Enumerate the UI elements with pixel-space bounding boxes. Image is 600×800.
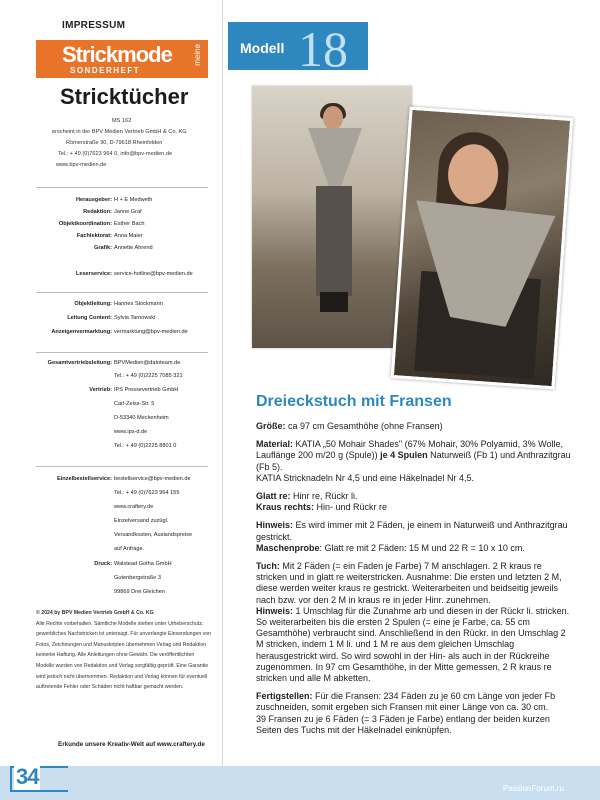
copyright-text: Alle Rechte vorbehalten. Sämtliche Modelle stehen unter Urheberschutz, gewerbliches Nachstricken ist untersagt. Für unverlangte Einsendungen von Fotos, Zeichnungen und Manuskripten übernehmen Verlag und Redaktion keinerlei Haftung. Alle Anleitungen ohne Gewähr. Die veröffentlichten Modelle wurden von Redaktion und Verlag sorgfältig geprüft. Eine Garantie wird jedoch nicht übernommen. Redaktion und Verlag können für eventuell auftretende Fehler oder Schäden nicht haftbar gemacht werden.: [36, 620, 212, 691]
tuch-paragraph: [256, 561, 574, 684]
material-label: Material:: [256, 439, 294, 450]
pattern-instructions: [256, 421, 574, 743]
page-number: 34: [16, 764, 39, 789]
pub-line: Römerstraße 90, D-79618 Rheinfelden: [66, 140, 163, 146]
hint2-text: 1 Umschlag für die Zunahme arb und diesen in der Rückr li. stricken. So weiterarbeiten bis die ersten 2 Spulen (= eine je Farbe, ca. 55 cm Gesamthöhe) verbraucht sind. Anschließend in den Rückr. in den Umschlag 2 M stricken, indem 1 M li. und 1 M re aus dem gleichen Umschlag herausgestrickt wird. So wird sowohl in der Hin- als auch in der Rückreihe zugenommen. In 97 cm Gesamthöhe, in der Mitte gemessen, 2 R kraus re stricken und alle M abketten.: [256, 605, 570, 684]
material-text: KATIA „50 Mohair Shades" (67% Mohair, 30% Polyamid, 3% Wolle, Lauflänge 200 m/20 g (Spule)): [256, 439, 564, 461]
pattern-title: Dreieckstuch mit Fransen: [256, 393, 452, 410]
pub-line: www.bpv-medien.de: [56, 162, 107, 168]
credit-key: Objektleitung:: [74, 301, 112, 307]
watermark: PassionForum.ru: [503, 784, 564, 793]
tuch-text: Mit 2 Fäden (= ein Faden je Farbe) 7 M anschlagen. 2 R kraus re stricken und in glatt re weiterstricken. Ausnahme: Die ersten und letzten 2 M, diese werden weiter kraus re gestrickt. Weiterarbeiten und beidseitig jeweils nach bzw. vor den 2 M in kraus re in jeder Hinr. zunehmen.: [256, 561, 562, 605]
book-title: Stricktücher: [60, 84, 189, 109]
column-divider: [222, 0, 223, 800]
standing-model-figure: [314, 106, 354, 316]
credit-value: Tel.: + 49 (0)2225 7085 321: [114, 373, 183, 379]
stitch-paragraph: [256, 491, 574, 513]
impressum-heading: IMPRESSUM: [62, 20, 126, 31]
finishing-paragraph: [256, 691, 574, 736]
magazine-logo: [36, 40, 208, 78]
credit-value: 99869 Drei Gleichen: [114, 589, 165, 595]
logo-meine-text: meine: [193, 44, 202, 66]
credit-key: Gesamtvertriebsleitung:: [47, 360, 112, 366]
credit-key: Druck:: [94, 561, 112, 567]
credit-key: Redaktion:: [83, 209, 112, 215]
material-amount: je 4 Spulen: [380, 450, 428, 461]
credit-value: www.craftery.de: [114, 504, 154, 510]
credit-value: Janne Graf: [114, 209, 142, 215]
copyright-block: [36, 608, 212, 693]
material-paragraph: [256, 439, 574, 484]
pub-line: erscheint in der BPV Medien Vertrieb GmbH & Co. KG: [52, 129, 187, 135]
credit-value: Hannes Stockmann: [114, 301, 163, 307]
credit-key: Einzelbestellservice:: [56, 476, 112, 482]
credit-key: Grafik:: [93, 245, 112, 251]
material-colors: Naturweiß (Fb 1) und Anthrazitgrau (Fb 5).: [256, 450, 571, 472]
credit-value: service-hotline@bpv-medien.de: [114, 271, 193, 277]
credit-value: Anna Maier: [114, 233, 143, 239]
hint-text: Es wird immer mit 2 Fäden, je einem in Naturweiß und Anthrazitgrau gestrickt.: [256, 520, 568, 542]
material-needles: KATIA Stricknadeln Nr 4,5 und eine Häkelnadel Nr 4,5.: [256, 472, 474, 483]
size-label: Größe:: [256, 421, 286, 431]
credit-value: Esther Bach: [114, 221, 145, 227]
size-paragraph: [256, 421, 574, 432]
copyright-title: © 2024 by BPV Medien Vertrieb GmbH & Co. KG: [36, 610, 154, 616]
divider: [36, 292, 208, 293]
logo-main-text: Strickmode: [62, 42, 172, 67]
credit-key: Vertrieb:: [89, 387, 112, 393]
publisher-info: [52, 116, 212, 171]
credit-key: Leserservice:: [75, 271, 112, 277]
divider: [36, 352, 208, 353]
credit-value: Carl-Zeiss-Str. 5: [114, 401, 155, 407]
credit-value: D-53340 Meckenheim: [114, 415, 169, 421]
photo-woman-sitting: [391, 107, 574, 390]
kraus-text: Hin- und Rückr re: [314, 502, 388, 513]
gauge-text: : Glatt re mit 2 Fäden: 15 M und 22 R = 10 x 10 cm.: [319, 542, 525, 553]
credit-value: Tel.: + 49 (0)7623 964 155: [114, 490, 180, 496]
head-shape: [323, 106, 343, 130]
gauge-label: Maschenprobe: [256, 542, 320, 553]
size-text: ca 97 cm Gesamthöhe (ohne Fransen): [285, 421, 443, 431]
credit-value: Annette Ahrend: [114, 245, 153, 251]
credit-key: Anzeigenvermarktung:: [51, 329, 112, 335]
modell-badge: [228, 21, 368, 77]
credit-value: BPVMedien@datoteam.de: [114, 360, 181, 366]
credit-value: www.ips-d.de: [114, 429, 148, 435]
credit-value: vermarktung@bpv-medien.de: [114, 329, 188, 335]
credit-value: Walstead Gotha GmbH: [114, 561, 172, 567]
glatt-label: Glatt re:: [256, 491, 291, 502]
pub-line: Tel.: + 49 (0)7623 964 0, info@bpv-medien.de: [58, 151, 173, 157]
credit-value: auf Anfrage.: [114, 546, 145, 552]
credit-value: Tel.: + 49 (0)2225 8801 0: [114, 443, 177, 449]
credit-key: Objektkoordination:: [58, 221, 112, 227]
hint2-label: Hinweis:: [256, 605, 294, 616]
shawl-shape: [308, 128, 362, 188]
credit-value: bestellservice@bpv-medien.de: [114, 476, 191, 482]
skirt-shape: [316, 186, 352, 296]
modell-label: Modell: [240, 40, 285, 56]
finishing-text: Für die Fransen: 234 Fäden zu je 60 cm Länge von jeder Fb zuschneiden, somit ergeben sich Fransen mit einer Länge von ca. 30 cm.: [256, 691, 556, 713]
logo-sub-text: SONDERHEFT: [70, 66, 141, 75]
divider: [36, 187, 208, 188]
credit-value: IPS Pressevertrieb GmbH: [114, 387, 179, 393]
finishing-text-2: 39 Fransen zu je 6 Fäden (= 3 Fäden je Farbe) entlang der beiden kurzen Seiten des Tuchs mit der Häkelnadel einknüpfen.: [256, 713, 550, 735]
modell-number: 18: [298, 21, 348, 77]
hint-label: Hinweis:: [256, 520, 294, 531]
kreativ-link[interactable]: Erkunde unsere Kreativ-Welt auf www.craftery.de: [58, 741, 205, 748]
finishing-label: Fertigstellen:: [256, 691, 313, 702]
credit-value: Sylvia Tarnowski: [114, 315, 156, 321]
credit-value: Versandkosten, Auslandspreise: [114, 532, 193, 538]
credit-value: H + E Medweth: [114, 197, 153, 203]
credit-value: Gutenbergstraße 3: [114, 575, 161, 581]
tuch-label: Tuch:: [256, 561, 280, 572]
boots-shape: [320, 292, 348, 312]
glatt-text: Hinr re, Rückr li.: [290, 491, 358, 502]
hint-paragraph: [256, 520, 574, 554]
credit-value: Einzelversand zuzügl.: [114, 518, 169, 524]
credit-key: Leitung Content:: [67, 315, 112, 321]
photo-woman-standing: [252, 86, 412, 348]
footer-bar: [0, 766, 600, 800]
credit-key: Herausgeber:: [75, 197, 112, 203]
credit-key: Fachlektorat:: [76, 233, 112, 239]
divider: [36, 466, 208, 467]
kraus-label: Kraus rechts:: [256, 502, 315, 513]
pub-line: MS 162: [112, 118, 132, 124]
impressum-column: [0, 0, 220, 800]
